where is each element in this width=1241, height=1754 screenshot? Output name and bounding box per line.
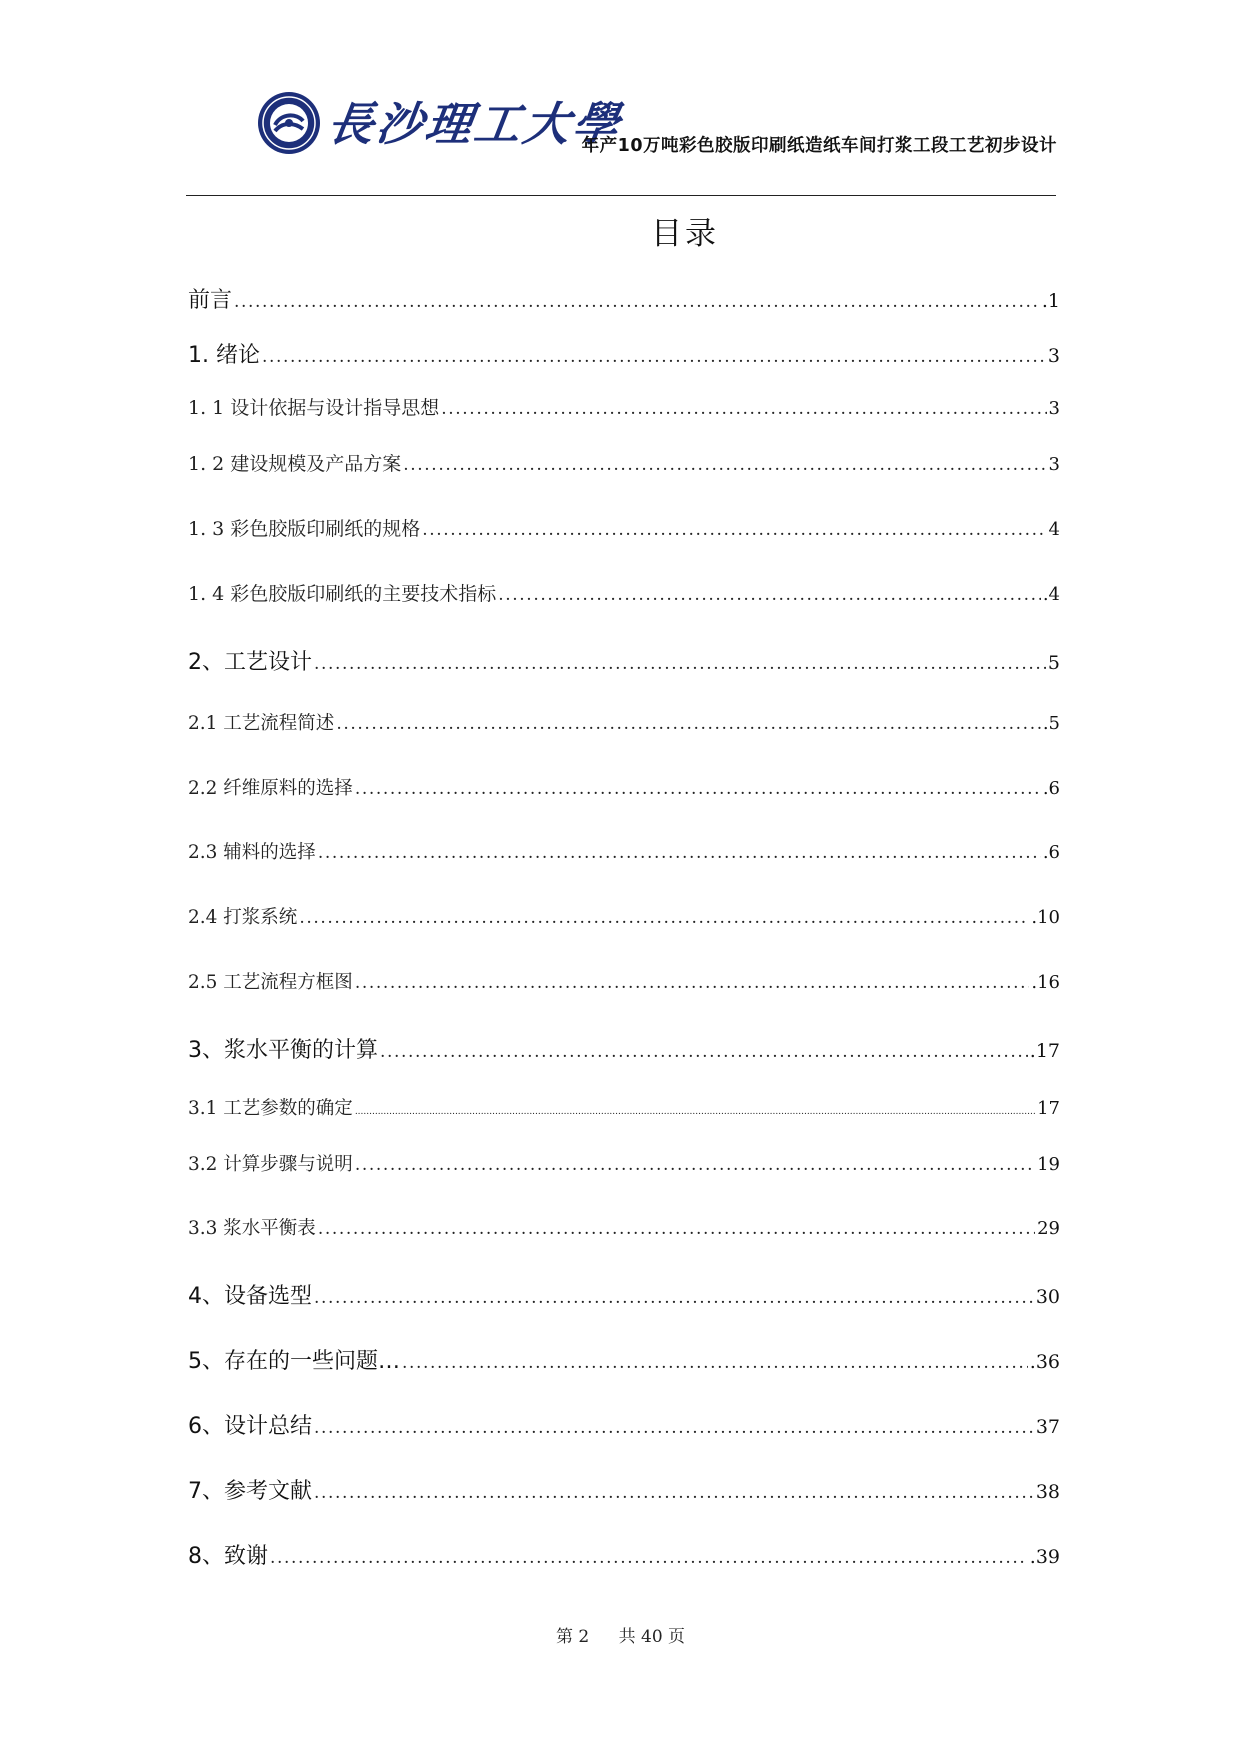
- toc-entry-label: 1. 1 设计依据与设计指导思想: [188, 397, 440, 419]
- toc-entry-page: 37: [1035, 1416, 1060, 1438]
- total-pages: 共 40 页: [618, 1627, 686, 1647]
- toc-entry-page: .6: [1042, 778, 1060, 799]
- toc-entry-label: 3.1 工艺参数的确定: [188, 1098, 353, 1119]
- toc-entry[interactable]: [188, 1150, 1060, 1182]
- university-emblem-icon: [258, 92, 320, 154]
- toc-entry[interactable]: [188, 645, 1060, 677]
- toc-entry-page: .16: [1031, 972, 1060, 993]
- university-name-logo: 長沙理工大學: [323, 97, 626, 151]
- toc-entry-page: .36: [1029, 1351, 1060, 1373]
- page-header: [0, 0, 1241, 200]
- toc-entry-page: 3: [1047, 345, 1060, 367]
- toc-dot-leader: [402, 1353, 1028, 1373]
- toc-dot-leader: [314, 654, 1046, 674]
- toc-entry-label: 1. 绪论: [188, 343, 260, 368]
- toc-entry-page: 3: [1048, 398, 1060, 419]
- toc-entry-label: 7、参考文献: [188, 1479, 312, 1504]
- toc-dot-leader: [299, 908, 1029, 928]
- toc-entry-label: 2.4 打浆系统: [188, 907, 298, 928]
- toc-entry[interactable]: [188, 1033, 1060, 1065]
- toc-entry-label: 3.3 浆水平衡表: [188, 1218, 316, 1239]
- toc-dot-leader: [355, 973, 1030, 993]
- toc-entry[interactable]: [188, 1409, 1060, 1441]
- toc-dot-leader: [234, 292, 1040, 312]
- toc-entry-label: 1. 4 彩色胶版印刷纸的主要技术指标: [188, 583, 497, 605]
- header-divider: [186, 195, 1056, 196]
- toc-entry-page: 5: [1047, 652, 1060, 674]
- toc-entry[interactable]: [188, 514, 1060, 546]
- toc-entry[interactable]: [188, 1474, 1060, 1506]
- toc-entry-page: 38: [1035, 1481, 1060, 1503]
- toc-entry-label: 4、设备选型: [188, 1284, 312, 1309]
- toc-heading: 目录: [651, 216, 719, 252]
- toc-entry-page: 29: [1037, 1218, 1060, 1239]
- toc-dot-leader: [403, 455, 1046, 475]
- toc-entry-page: 17: [1037, 1098, 1060, 1119]
- toc-entry-label: 5、存在的一些问题…: [188, 1349, 400, 1374]
- toc-entry-label: 8、致谢: [188, 1544, 268, 1569]
- toc-entry-page: .17: [1029, 1040, 1060, 1062]
- toc-dot-leader: [422, 520, 1046, 540]
- toc-dot-leader: [441, 399, 1046, 419]
- toc-dot-leader: [314, 1288, 1034, 1308]
- toc-entry-label: 3.2 计算步骤与说明: [188, 1154, 353, 1175]
- toc-entry[interactable]: [188, 838, 1060, 870]
- toc-entry[interactable]: [188, 449, 1060, 481]
- toc-entry-page: .6: [1042, 842, 1060, 863]
- toc-dot-leader: [314, 1418, 1034, 1438]
- toc-entry[interactable]: [188, 774, 1060, 806]
- toc-dot-leader: [498, 585, 1041, 605]
- toc-dot-leader: [380, 1042, 1028, 1062]
- toc-entry[interactable]: [188, 1344, 1060, 1376]
- toc-entry-label: 2.2 纤维原料的选择: [188, 778, 353, 799]
- toc-entry-page: 3: [1048, 454, 1060, 475]
- document-title: 年产10万吨彩色胶版印刷纸造纸车间打浆工段工艺初步设计: [581, 136, 1057, 156]
- toc-dot-leader: [355, 1155, 1035, 1175]
- toc-entry[interactable]: [188, 903, 1060, 935]
- toc-dot-leader: [355, 779, 1041, 799]
- toc-entry[interactable]: [188, 283, 1060, 315]
- toc-entry[interactable]: [188, 393, 1060, 425]
- toc-entry-page: .1: [1041, 290, 1060, 312]
- toc-entry-label: 前言: [188, 288, 233, 313]
- page-number: 第 2: [555, 1627, 590, 1647]
- toc-entry-label: 1. 3 彩色胶版印刷纸的规格: [188, 518, 421, 540]
- toc-entry[interactable]: [188, 1214, 1060, 1246]
- toc-dot-leader: [314, 1483, 1034, 1503]
- toc-entry-page: .39: [1029, 1546, 1060, 1568]
- toc-entry-label: 3、浆水平衡的计算: [188, 1038, 378, 1063]
- toc-entry[interactable]: [188, 1094, 1060, 1126]
- toc-entry-page: .4: [1042, 584, 1060, 605]
- toc-entry[interactable]: [188, 968, 1060, 1000]
- toc-entry-label: 2.5 工艺流程方框图: [188, 972, 353, 993]
- toc-dot-leader: [336, 714, 1041, 734]
- toc-dot-leader: [270, 1548, 1028, 1568]
- toc-dot-leader: [355, 1107, 1035, 1117]
- toc-dot-leader: [262, 347, 1046, 367]
- toc-entry-page: 19: [1037, 1154, 1060, 1175]
- page-footer: [0, 1622, 1241, 1647]
- toc-entry-label: 1. 2 建设规模及产品方案: [188, 453, 402, 475]
- toc-entry-page: 4: [1048, 519, 1060, 540]
- toc-entry-page: 30: [1035, 1286, 1060, 1308]
- toc-dot-leader: [318, 843, 1041, 863]
- toc-entry-label: 6、设计总结: [188, 1414, 312, 1439]
- toc-entry[interactable]: [188, 579, 1060, 611]
- toc-entry[interactable]: [188, 709, 1060, 741]
- toc-entry-page: .5: [1042, 713, 1060, 734]
- toc-entry-page: .10: [1031, 907, 1060, 928]
- toc-entry-label: 2、工艺设计: [188, 650, 312, 675]
- toc-entry-label: 2.3 辅料的选择: [188, 842, 316, 863]
- toc-dot-leader: [318, 1219, 1035, 1239]
- toc-entry[interactable]: [188, 338, 1060, 370]
- toc-entry-label: 2.1 工艺流程简述: [188, 713, 335, 734]
- toc-entry[interactable]: [188, 1539, 1060, 1571]
- toc-entry[interactable]: [188, 1279, 1060, 1311]
